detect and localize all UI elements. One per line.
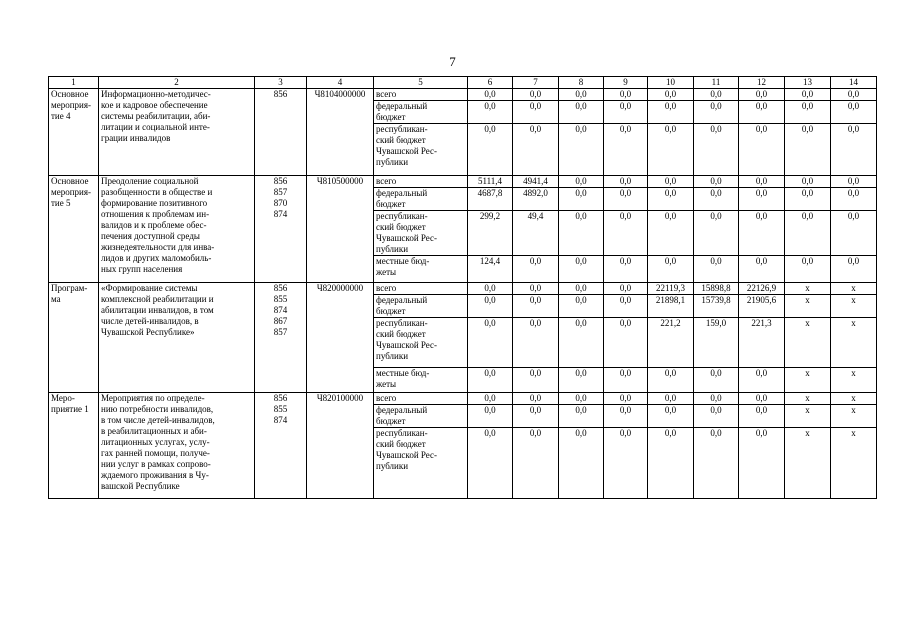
amount-cell: 0,0 (468, 295, 513, 318)
amount-cell: 0,0 (468, 101, 513, 124)
amount-cell: 0,0 (648, 256, 694, 283)
amount-cell: 159,0 (694, 318, 739, 368)
amount-cell: 0,0 (694, 211, 739, 256)
amount-cell: 0,0 (785, 211, 831, 256)
funding-source-cell: республикан- ский бюджет Чувашской Рес- публики (374, 428, 468, 499)
amount-cell: 0,0 (694, 405, 739, 428)
funding-source-cell: всего (374, 393, 468, 405)
amount-cell: 0,0 (648, 89, 694, 101)
amount-cell: 0,0 (739, 211, 785, 256)
amount-cell: 299,2 (468, 211, 513, 256)
amount-cell: 0,0 (831, 89, 877, 101)
amount-cell: 21898,1 (648, 295, 694, 318)
amount-cell: 0,0 (648, 188, 694, 211)
amount-cell: 0,0 (513, 318, 559, 368)
amount-cell: х (785, 405, 831, 428)
grbs-code-cell: 856 855 874 (255, 393, 307, 499)
activity-name-cell: Мероприятия по определе- нию потребности инвалидов, в том числе детей-инвалидов, в реабилитационных и аби- литационных услугах, услу- гах ранней помощи, получе- нии услуг в рамках сопрово- ждаемого проживания в Чу- вашской Республике (99, 393, 255, 499)
amount-cell: 0,0 (513, 256, 559, 283)
amount-cell: 0,0 (513, 405, 559, 428)
funding-source-cell: федеральный бюджет (374, 405, 468, 428)
funding-source-cell: всего (374, 89, 468, 101)
target-article-cell: Ч820100000 (307, 393, 374, 499)
amount-cell: 0,0 (604, 368, 648, 393)
funding-source-cell: федеральный бюджет (374, 188, 468, 211)
target-article-cell: Ч810500000 (307, 176, 374, 283)
amount-cell: 0,0 (739, 176, 785, 188)
amount-cell: 0,0 (604, 89, 648, 101)
amount-cell: 0,0 (831, 211, 877, 256)
amount-cell: 0,0 (559, 188, 604, 211)
amount-cell: 0,0 (468, 368, 513, 393)
amount-cell: 0,0 (739, 188, 785, 211)
amount-cell: 0,0 (739, 405, 785, 428)
amount-cell: 0,0 (785, 124, 831, 176)
amount-cell: 0,0 (604, 124, 648, 176)
amount-cell: 0,0 (513, 283, 559, 295)
amount-cell: 0,0 (648, 124, 694, 176)
amount-cell: 4892,0 (513, 188, 559, 211)
amount-cell: х (831, 405, 877, 428)
amount-cell: 15898,8 (694, 283, 739, 295)
amount-cell: 0,0 (604, 405, 648, 428)
page-number: 7 (449, 54, 456, 69)
funding-source-cell: всего (374, 283, 468, 295)
amount-cell: х (831, 428, 877, 499)
column-number-cell: 6 (468, 77, 513, 89)
amount-cell: 0,0 (694, 89, 739, 101)
column-number-cell: 11 (694, 77, 739, 89)
amount-cell: 0,0 (694, 256, 739, 283)
amount-cell: 0,0 (648, 176, 694, 188)
activity-name-cell: Информационно-методичес- кое и кадровое обеспечение системы реабилитации, аби- литации и социальной инте- грации инвалидов (99, 89, 255, 176)
amount-cell: 0,0 (513, 295, 559, 318)
activity-type-cell: Основное мероприя- тие 4 (49, 89, 99, 176)
amount-cell: 0,0 (648, 405, 694, 428)
amount-cell: 0,0 (513, 368, 559, 393)
amount-cell: 0,0 (694, 188, 739, 211)
amount-cell: 0,0 (694, 368, 739, 393)
amount-cell: 0,0 (694, 101, 739, 124)
amount-cell: 124,4 (468, 256, 513, 283)
amount-cell: 0,0 (604, 295, 648, 318)
activity-type-cell: Програм- ма (49, 283, 99, 393)
amount-cell: х (831, 318, 877, 368)
amount-cell: 0,0 (559, 368, 604, 393)
amount-cell: 0,0 (513, 428, 559, 499)
amount-cell: 0,0 (648, 393, 694, 405)
amount-cell: х (785, 318, 831, 368)
amount-cell: 0,0 (739, 89, 785, 101)
amount-cell: 0,0 (604, 318, 648, 368)
amount-cell: х (831, 393, 877, 405)
amount-cell: 221,3 (739, 318, 785, 368)
amount-cell: 0,0 (831, 188, 877, 211)
funding-source-cell: местные бюд- жеты (374, 256, 468, 283)
amount-cell: 0,0 (739, 256, 785, 283)
funding-source-cell: всего (374, 176, 468, 188)
amount-cell: 0,0 (785, 188, 831, 211)
amount-cell: х (831, 295, 877, 318)
amount-cell: 21905,6 (739, 295, 785, 318)
column-number-cell: 13 (785, 77, 831, 89)
activity-name-cell: «Формирование системы комплексной реабилитации и абилитации инвалидов, в том числе детей-инвалидов, в Чувашской Республике» (99, 283, 255, 393)
amount-cell: 0,0 (694, 428, 739, 499)
amount-cell: 0,0 (468, 89, 513, 101)
amount-cell: 4941,4 (513, 176, 559, 188)
amount-cell: 0,0 (739, 124, 785, 176)
amount-cell: 0,0 (468, 428, 513, 499)
column-number-cell: 10 (648, 77, 694, 89)
column-number-cell: 1 (49, 77, 99, 89)
amount-cell: 0,0 (468, 283, 513, 295)
amount-cell: 0,0 (831, 101, 877, 124)
amount-cell: х (785, 295, 831, 318)
amount-cell: 0,0 (559, 405, 604, 428)
amount-cell: 5111,4 (468, 176, 513, 188)
amount-cell: 0,0 (559, 256, 604, 283)
table-row (49, 176, 877, 188)
amount-cell: 221,2 (648, 318, 694, 368)
amount-cell: х (785, 428, 831, 499)
grbs-code-cell: 856 855 874 867 857 (255, 283, 307, 393)
amount-cell: х (831, 368, 877, 393)
column-number-cell: 9 (604, 77, 648, 89)
amount-cell: 0,0 (604, 256, 648, 283)
amount-cell: х (785, 393, 831, 405)
amount-cell: 0,0 (559, 176, 604, 188)
activity-type-cell: Основное мероприя- тие 5 (49, 176, 99, 283)
funding-source-cell: федеральный бюджет (374, 295, 468, 318)
column-number-row (49, 77, 877, 89)
amount-cell: 0,0 (785, 176, 831, 188)
amount-cell: 0,0 (739, 368, 785, 393)
funding-source-cell: местные бюд- жеты (374, 368, 468, 393)
amount-cell: 0,0 (513, 101, 559, 124)
table-row (49, 393, 877, 405)
amount-cell: 0,0 (559, 124, 604, 176)
budget-table (48, 76, 877, 499)
column-number-cell: 3 (255, 77, 307, 89)
amount-cell: 0,0 (559, 283, 604, 295)
amount-cell: 0,0 (559, 318, 604, 368)
column-number-cell: 5 (374, 77, 468, 89)
activity-name-cell: Преодоление социальной разобщенности в обществе и формирование позитивного отношения к проблемам ин- валидов и к проблеме обес- печения доступной среды жизнедеятельности для инва- лидов и других маломобиль- ных групп населения (99, 176, 255, 283)
amount-cell: х (831, 283, 877, 295)
target-article-cell: Ч820000000 (307, 283, 374, 393)
amount-cell: 0,0 (694, 393, 739, 405)
funding-source-cell: федеральный бюджет (374, 101, 468, 124)
amount-cell: 0,0 (785, 101, 831, 124)
amount-cell: 0,0 (694, 176, 739, 188)
table-row (49, 89, 877, 101)
amount-cell: 0,0 (468, 318, 513, 368)
amount-cell: 0,0 (559, 89, 604, 101)
amount-cell: 0,0 (559, 101, 604, 124)
amount-cell: 0,0 (604, 211, 648, 256)
amount-cell: 0,0 (513, 89, 559, 101)
amount-cell: 0,0 (785, 256, 831, 283)
amount-cell: 0,0 (604, 101, 648, 124)
amount-cell: 0,0 (604, 283, 648, 295)
amount-cell: 0,0 (739, 101, 785, 124)
amount-cell: 0,0 (648, 368, 694, 393)
amount-cell: 0,0 (604, 176, 648, 188)
amount-cell: 0,0 (513, 393, 559, 405)
amount-cell: х (785, 283, 831, 295)
activity-type-cell: Меро- приятие 1 (49, 393, 99, 499)
amount-cell: 0,0 (739, 393, 785, 405)
amount-cell: 0,0 (468, 405, 513, 428)
amount-cell: 0,0 (468, 124, 513, 176)
amount-cell: 0,0 (831, 124, 877, 176)
amount-cell: 0,0 (468, 393, 513, 405)
amount-cell: 0,0 (831, 256, 877, 283)
amount-cell: 15739,8 (694, 295, 739, 318)
amount-cell: 22126,9 (739, 283, 785, 295)
amount-cell: 22119,3 (648, 283, 694, 295)
table-body (49, 89, 877, 499)
amount-cell: х (785, 368, 831, 393)
amount-cell: 0,0 (694, 124, 739, 176)
funding-source-cell: республикан- ский бюджет Чувашской Рес- публики (374, 318, 468, 368)
amount-cell: 0,0 (513, 124, 559, 176)
amount-cell: 49,4 (513, 211, 559, 256)
amount-cell: 0,0 (604, 428, 648, 499)
amount-cell: 0,0 (831, 176, 877, 188)
amount-cell: 0,0 (648, 101, 694, 124)
table-row (49, 283, 877, 295)
amount-cell: 0,0 (785, 89, 831, 101)
amount-cell: 0,0 (559, 428, 604, 499)
column-number-cell: 12 (739, 77, 785, 89)
target-article-cell: Ч8104000000 (307, 89, 374, 176)
amount-cell: 4687,8 (468, 188, 513, 211)
funding-source-cell: республикан- ский бюджет Чувашской Рес- публики (374, 211, 468, 256)
grbs-code-cell: 856 (255, 89, 307, 176)
amount-cell: 0,0 (604, 188, 648, 211)
amount-cell: 0,0 (648, 428, 694, 499)
column-number-cell: 8 (559, 77, 604, 89)
column-number-cell: 14 (831, 77, 877, 89)
column-number-cell: 7 (513, 77, 559, 89)
amount-cell: 0,0 (739, 428, 785, 499)
amount-cell: 0,0 (559, 295, 604, 318)
amount-cell: 0,0 (559, 211, 604, 256)
amount-cell: 0,0 (604, 393, 648, 405)
grbs-code-cell: 856 857 870 874 (255, 176, 307, 283)
funding-source-cell: республикан- ский бюджет Чувашской Рес- публики (374, 124, 468, 176)
column-number-cell: 2 (99, 77, 255, 89)
amount-cell: 0,0 (648, 211, 694, 256)
amount-cell: 0,0 (559, 393, 604, 405)
column-number-cell: 4 (307, 77, 374, 89)
